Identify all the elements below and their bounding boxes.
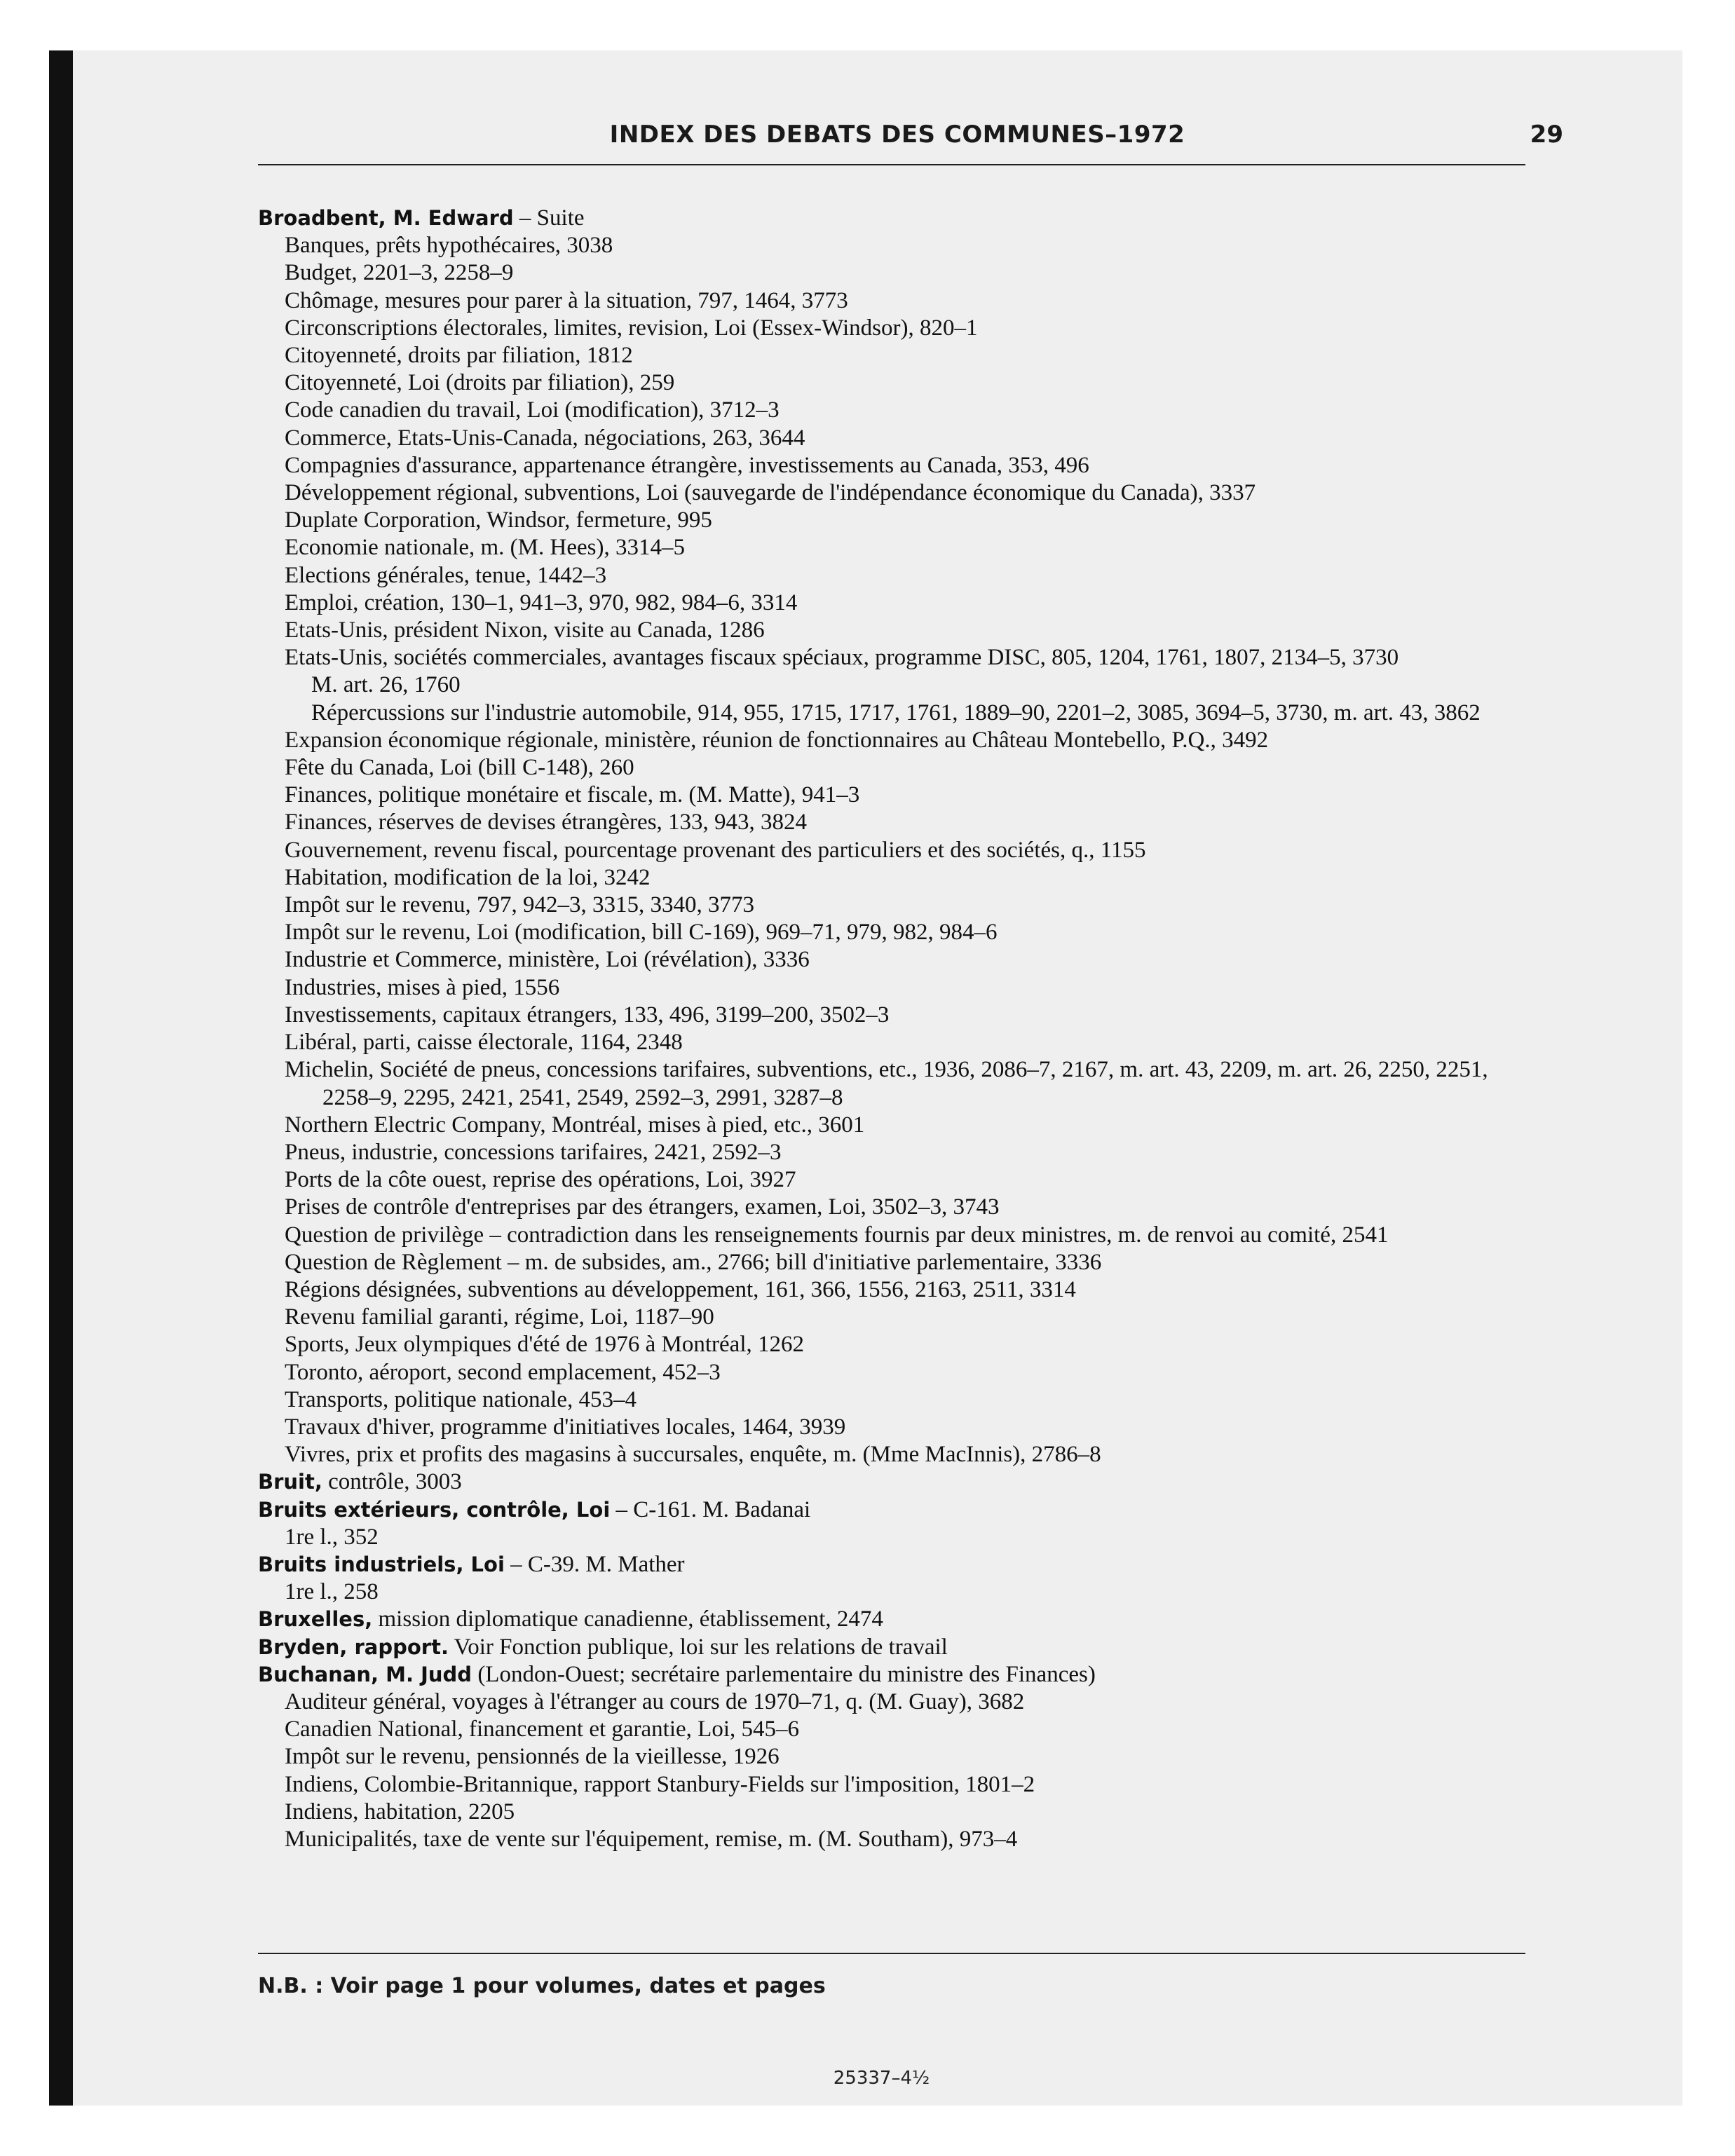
entry-text: Transports, politique nationale, 453–4	[285, 1386, 637, 1412]
index-subentry	[258, 617, 1541, 644]
index-subentry	[258, 671, 1541, 699]
index-subentry	[258, 342, 1541, 369]
index-subentry	[258, 534, 1541, 561]
entry-text: mission diplomatique canadienne, établissement, 2474	[372, 1606, 883, 1632]
index-subentry	[258, 1524, 1541, 1551]
scan-edge-shadow	[49, 50, 73, 2106]
entry-text: Répercussions sur l'industrie automobile, 914, 955, 1715, 1717, 1761, 1889–90, 2201–2, 3085, 3694–5, 3730, m. art. 43, 3862	[311, 700, 1481, 725]
index-subentry	[258, 1386, 1541, 1414]
entry-text: Ports de la côte ouest, reprise des opérations, Loi, 3927	[285, 1167, 796, 1193]
index-subentry	[258, 259, 1541, 287]
entry-text: Michelin, Société de pneus, concessions tarifaires, subventions, etc., 1936, 2086–7, 2167, m. art. 43, 2209, m. art. 26, 2250, 2251, 2258–9, 2295, 2421, 2541, 2549, 2592–3, 2991, 3287–8	[285, 1057, 1494, 1110]
index-subentry	[258, 1112, 1541, 1139]
entry-text: Finances, réserves de devises étrangères, 133, 943, 3824	[285, 810, 808, 835]
entry-text: Libéral, parti, caisse électorale, 1164, 2348	[285, 1030, 683, 1056]
index-subentry	[258, 369, 1541, 397]
index-subentry	[258, 589, 1541, 617]
entry-text: Code canadien du travail, Loi (modification), 3712–3	[285, 397, 780, 423]
index-subentry	[258, 700, 1541, 727]
entry-text: Citoyenneté, droits par filiation, 1812	[285, 343, 633, 369]
index-subentry	[258, 315, 1541, 342]
entry-text: Indiens, Colombie-Britannique, rapport Stanbury-Fields sur l'imposition, 1801–2	[285, 1771, 1035, 1797]
entry-text: Régions désignées, subventions au développement, 161, 366, 1556, 2163, 2511, 3314	[285, 1276, 1076, 1302]
index-subentry	[258, 727, 1541, 754]
entry-text: Northern Electric Company, Montréal, mises à pied, etc., 3601	[285, 1112, 865, 1138]
entry-text: – C-39. M. Mather	[504, 1551, 685, 1577]
entry-text: Canadien National, financement et garantie, Loi, 545–6	[285, 1717, 799, 1742]
entry-text: Impôt sur le revenu, 797, 942–3, 3315, 3340, 3773	[285, 892, 755, 918]
index-subentry	[258, 425, 1541, 452]
index-subentry	[258, 1029, 1541, 1056]
index-subentry	[258, 1414, 1541, 1441]
entry-text: Auditeur général, voyages à l'étranger au cours de 1970–71, q. (M. Guay), 3682	[285, 1688, 1025, 1714]
index-subentry	[258, 1166, 1541, 1194]
index-subentry	[258, 1688, 1541, 1716]
index-subentry	[258, 232, 1541, 259]
entry-text: Voir Fonction publique, loi sur les relations de travail	[449, 1634, 948, 1660]
index-subentry	[258, 892, 1541, 919]
index-heading-entry	[258, 1634, 1541, 1661]
entry-text: Gouvernement, revenu fiscal, pourcentage provenant des particuliers et des sociétés, q., 1155	[285, 837, 1146, 863]
entry-heading: Bryden, rapport.	[258, 1635, 449, 1659]
entry-text: Impôt sur le revenu, Loi (modification, bill C-169), 969–71, 979, 982, 984–6	[285, 920, 998, 946]
entry-text: Compagnies d'assurance, appartenance étrangère, investissements au Canada, 353, 496	[285, 452, 1089, 478]
entry-heading: Bruits industriels, Loi	[258, 1552, 505, 1576]
entry-text: Budget, 2201–3, 2258–9	[285, 260, 514, 286]
index-entries	[258, 205, 1541, 1853]
index-subentry	[258, 1139, 1541, 1166]
entry-text: Banques, prêts hypothécaires, 3038	[285, 233, 613, 259]
index-subentry	[258, 1359, 1541, 1386]
entry-text: contrôle, 3003	[322, 1469, 462, 1495]
index-subentry	[258, 1799, 1541, 1826]
index-subentry	[258, 507, 1541, 534]
page-header	[252, 121, 1563, 154]
index-subentry	[258, 1194, 1541, 1221]
entry-text: Chômage, mesures pour parer à la situation, 797, 1464, 3773	[285, 287, 848, 313]
index-subentry	[258, 479, 1541, 507]
index-subentry	[258, 1743, 1541, 1770]
index-heading-entry	[258, 1468, 1541, 1496]
entry-text: Indiens, habitation, 2205	[285, 1799, 515, 1824]
index-subentry	[258, 287, 1541, 315]
entry-text: Prises de contrôle d'entreprises par des étrangers, examen, Loi, 3502–3, 3743	[285, 1194, 1000, 1220]
entry-text: Industrie et Commerce, ministère, Loi (révélation), 3336	[285, 947, 810, 973]
entry-text: Question de Règlement – m. de subsides, am., 2766; bill d'initiative parlementaire, 3336	[285, 1249, 1102, 1275]
index-subentry	[258, 754, 1541, 782]
index-subentry	[258, 1002, 1541, 1029]
entry-heading: Bruits extérieurs, contrôle, Loi	[258, 1497, 611, 1522]
index-subentry	[258, 1331, 1541, 1358]
index-heading-entry	[258, 205, 1541, 232]
entry-text: Fête du Canada, Loi (bill C-148), 260	[285, 755, 634, 781]
entry-text: Municipalités, taxe de vente sur l'équipement, remise, m. (M. Southam), 973–4	[285, 1826, 1018, 1852]
index-subentry	[258, 809, 1541, 836]
entry-heading: Broadbent, M. Edward	[258, 206, 514, 230]
index-heading-entry	[258, 1606, 1541, 1633]
index-heading-entry	[258, 1551, 1541, 1578]
index-subentry	[258, 452, 1541, 479]
index-subentry	[258, 562, 1541, 589]
index-subentry	[258, 1249, 1541, 1276]
index-subentry	[258, 1771, 1541, 1799]
footnote: N.B. : Voir page 1 pour volumes, dates et pages	[258, 1974, 826, 1998]
index-subentry	[258, 1826, 1541, 1853]
entry-text: Etats-Unis, président Nixon, visite au Canada, 1286	[285, 618, 765, 643]
entry-text: Habitation, modification de la loi, 3242	[285, 864, 651, 890]
entry-heading: Bruit,	[258, 1470, 322, 1494]
entry-text: Sports, Jeux olympiques d'été de 1976 à Montréal, 1262	[285, 1332, 805, 1358]
entry-text: Vivres, prix et profits des magasins à succursales, enquête, m. (Mme MacInnis), 2786–8	[285, 1442, 1101, 1468]
header-rule	[258, 164, 1525, 165]
index-subentry	[258, 946, 1541, 974]
entry-heading: Buchanan, M. Judd	[258, 1662, 472, 1686]
page-number: 29	[1530, 121, 1563, 149]
index-subentry	[258, 1304, 1541, 1331]
entry-text: Toronto, aéroport, second emplacement, 452–3	[285, 1359, 721, 1385]
entry-text: Emploi, création, 130–1, 941–3, 970, 982, 984–6, 3314	[285, 589, 798, 615]
entry-text: 1re l., 352	[285, 1524, 379, 1550]
index-subentry	[258, 1441, 1541, 1468]
entry-text: Duplate Corporation, Windsor, fermeture, 995	[285, 507, 712, 533]
entry-text: Industries, mises à pied, 1556	[285, 974, 560, 1000]
index-subentry	[258, 1716, 1541, 1743]
entry-text: – C-161. M. Badanai	[610, 1496, 811, 1522]
entry-heading: Bruxelles,	[258, 1607, 373, 1632]
entry-text: M. art. 26, 1760	[311, 672, 461, 698]
index-subentry	[258, 644, 1541, 671]
entry-text: Economie nationale, m. (M. Hees), 3314–5	[285, 535, 685, 561]
entry-text: Etats-Unis, sociétés commerciales, avantages fiscaux spéciaux, programme DISC, 805, 1204, 1761, 1807, 2134–5, 3730	[285, 645, 1399, 671]
entry-text: – Suite	[513, 205, 585, 231]
index-subentry	[258, 974, 1541, 1002]
index-heading-entry	[258, 1661, 1541, 1688]
entry-text: Expansion économique régionale, ministère, réunion de fonctionnaires au Château Montebello, P.Q., 3492	[285, 727, 1269, 753]
entry-text: 1re l., 258	[285, 1579, 379, 1605]
entry-text: Revenu familial garanti, régime, Loi, 1187–90	[285, 1304, 714, 1330]
index-subentry	[258, 1222, 1541, 1249]
entry-text: Pneus, industrie, concessions tarifaires, 2421, 2592–3	[285, 1139, 782, 1165]
entry-text: Investissements, capitaux étrangers, 133, 496, 3199–200, 3502–3	[285, 1002, 890, 1028]
index-subentry	[258, 1276, 1541, 1304]
index-subentry	[258, 919, 1541, 946]
entry-text: Question de privilège – contradiction dans les renseignements fournis par deux ministres, m. de renvoi au comité, 2541	[285, 1222, 1389, 1248]
footer-rule	[258, 1953, 1525, 1954]
entry-text: Impôt sur le revenu, pensionnés de la vieillesse, 1926	[285, 1744, 780, 1770]
entry-text: Circonscriptions électorales, limites, revision, Loi (Essex-Windsor), 820–1	[285, 315, 978, 341]
index-subentry	[258, 397, 1541, 424]
page-title: INDEX DES DEBATS DES COMMUNES–1972	[609, 121, 1185, 149]
entry-text: Finances, politique monétaire et fiscale, m. (M. Matte), 941–3	[285, 782, 860, 808]
index-subentry	[258, 782, 1541, 809]
entry-text: Travaux d'hiver, programme d'initiatives locales, 1464, 3939	[285, 1414, 846, 1440]
entry-text: Citoyenneté, Loi (droits par filiation), 259	[285, 370, 675, 396]
entry-text: (London-Ouest; secrétaire parlementaire du ministre des Finances)	[472, 1661, 1096, 1687]
index-heading-entry	[258, 1496, 1541, 1524]
index-subentry	[258, 864, 1541, 892]
index-subentry	[258, 837, 1541, 864]
index-subentry	[258, 1056, 1541, 1111]
entry-text: Développement régional, subventions, Loi (sauvegarde de l'indépendance économique du Canada), 3337	[285, 480, 1256, 506]
index-subentry	[258, 1578, 1541, 1606]
entry-text: Elections générales, tenue, 1442–3	[285, 562, 607, 588]
footer-code: 25337–4½	[833, 2068, 930, 2089]
entry-text: Commerce, Etats-Unis-Canada, négociations, 263, 3644	[285, 425, 805, 451]
